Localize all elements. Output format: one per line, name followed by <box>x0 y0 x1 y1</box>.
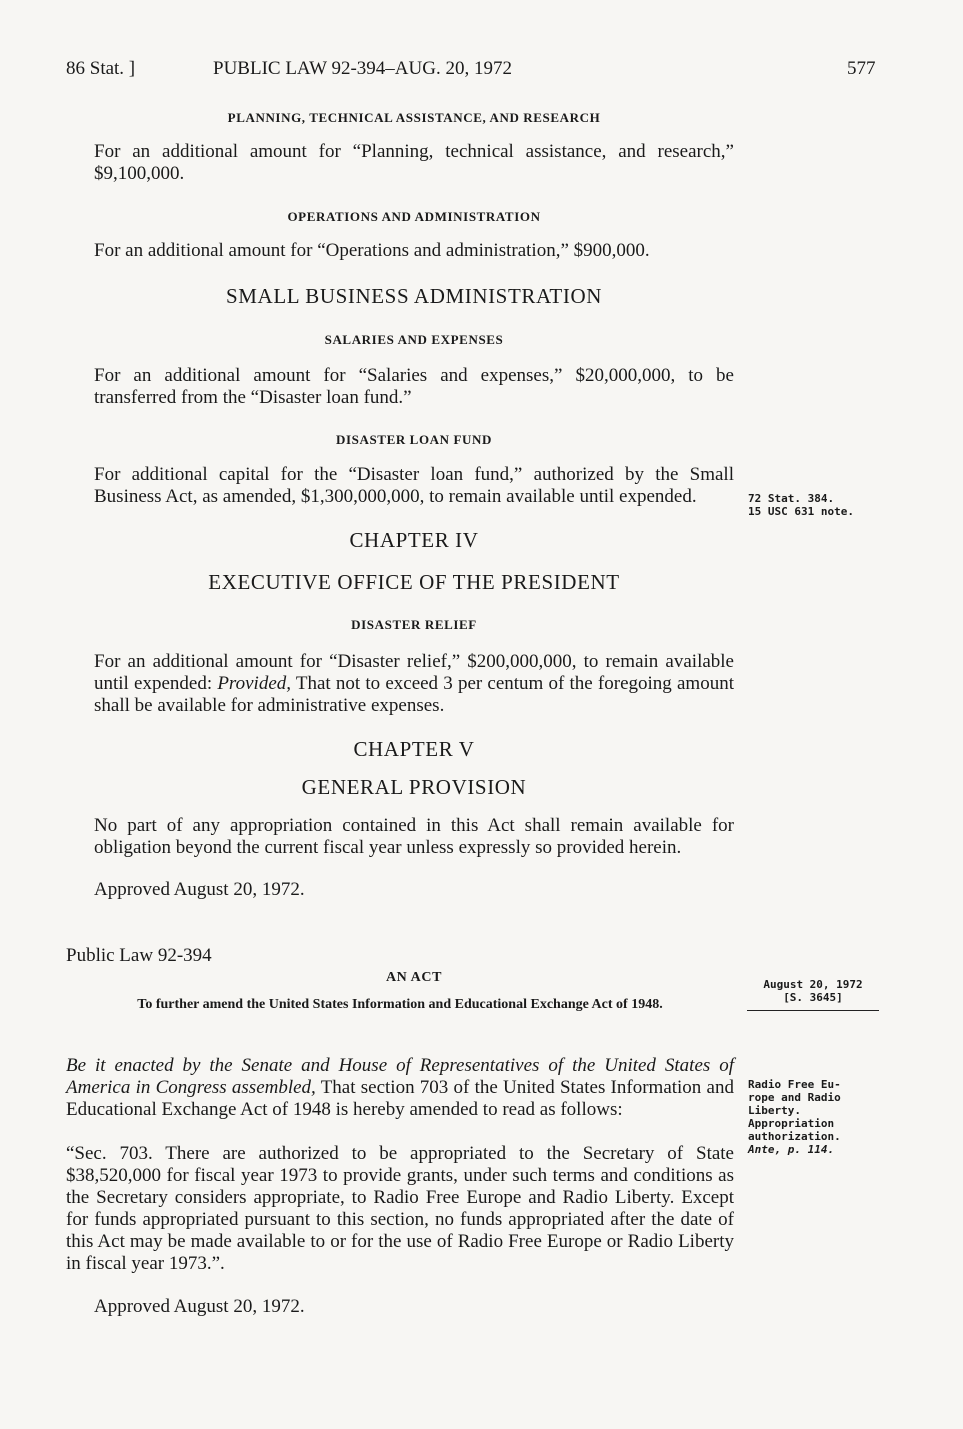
operations-paragraph: For an additional amount for “Operations and administration,” $900,000. <box>94 240 650 261</box>
planning-paragraph: For an additional amount for “Planning, technical assistance, and research,” $9,100,000. <box>94 141 734 184</box>
section-heading-disaster-loan-fund: DISASTER LOAN FUND <box>336 432 492 447</box>
salaries-paragraph: For an additional amount for “Salaries and expenses,” $20,000,000, to be transferred from the “Disaster loan fund.” <box>94 365 734 408</box>
general-provision-heading: GENERAL PROVISION <box>301 775 527 799</box>
running-head-center: PUBLIC LAW 92-394–AUG. 20, 1972 <box>213 58 512 79</box>
relief-text-a: For an additional amount for “Disaster relief,” $200,000,000, to remain available until expended: <box>94 651 734 694</box>
agency-heading-sba: SMALL BUSINESS ADMINISTRATION <box>226 284 602 308</box>
radio-line-6: Ante, p. 114. <box>748 1143 835 1156</box>
radio-line-3: Liberty. <box>748 1104 801 1117</box>
public-law-title: Public Law 92-394 <box>66 945 212 966</box>
stat-ref-line-1: 72 Stat. 384. <box>748 492 835 505</box>
approved-date-2: Approved August 20, 1972. <box>94 1296 305 1317</box>
general-provision-paragraph: No part of any appropriation contained in this Act shall remain available for obligation beyond the current fiscal year unless expressly so provided herein. <box>94 815 734 858</box>
radio-line-4: Appropriation <box>748 1117 835 1130</box>
disaster-relief-paragraph <box>94 651 734 717</box>
enacting-clause-italic: Be it enacted by the Senate and House of Representatives of the United States of America in Congress assembled, <box>66 1055 734 1098</box>
disaster-loan-fund-paragraph: For additional capital for the “Disaster loan fund,” authorized by the Small Business Act, as amended, $1,300,000,000, to remain available until expended. <box>94 464 734 507</box>
radio-line-1: Radio Free Eu- <box>748 1078 841 1091</box>
stat-ref-line-2: 15 USC 631 note. <box>748 505 854 518</box>
date-line-1: August 20, 1972 <box>763 978 863 991</box>
chapter-v-heading: CHAPTER V <box>353 737 475 761</box>
enacting-clause-text: That section 703 of the United States Information and Educational Exchange Act of 1948 is hereby amended to read as follows: <box>66 1077 734 1120</box>
margin-note-date <box>748 978 878 1004</box>
enacting-clause <box>66 1055 734 1121</box>
radio-line-5: authorization. <box>748 1130 841 1143</box>
agency-heading-eop: EXECUTIVE OFFICE OF THE PRESIDENT <box>208 570 620 594</box>
margin-rule <box>747 1010 879 1011</box>
an-act-heading: AN ACT <box>385 970 443 985</box>
section-703-paragraph: “Sec. 703. There are authorized to be appropriated to the Secretary of State $38,520,000 for fiscal year 1973 to provide grants, under such terms and conditions as the Secretary considers appropriate, to Radio Free Europe and Radio Liberty. Except for funds appropriated pursuant to this section, no funds appropriated after the date of this Act may be made available to or for the use of Radio Free Europe or Radio Liberty in fiscal year 1973.”. <box>66 1143 734 1274</box>
section-heading-disaster-relief: DISASTER RELIEF <box>351 617 477 632</box>
radio-line-2: rope and Radio <box>748 1091 841 1104</box>
margin-note-stat-ref <box>748 492 854 518</box>
chapter-iv-heading: CHAPTER IV <box>349 528 479 552</box>
date-line-2: [S. 3645] <box>783 991 843 1004</box>
act-purpose: To further amend the United States Information and Educational Exchange Act of 1948. <box>137 997 663 1012</box>
section-heading-planning: PLANNING, TECHNICAL ASSISTANCE, AND RESEARCH <box>227 110 601 125</box>
section-heading-salaries: SALARIES AND EXPENSES <box>324 332 504 347</box>
section-heading-operations: OPERATIONS AND ADMINISTRATION <box>287 209 541 224</box>
page-number: 577 <box>847 58 876 79</box>
relief-provided: Provided, <box>217 673 292 694</box>
relief-text-b: That not to exceed 3 per centum of the foregoing amount shall be available for administrative expenses. <box>94 673 734 716</box>
approved-date-1: Approved August 20, 1972. <box>94 879 305 900</box>
running-head-left: 86 Stat. ] <box>66 58 136 79</box>
margin-note-radio <box>748 1078 868 1156</box>
